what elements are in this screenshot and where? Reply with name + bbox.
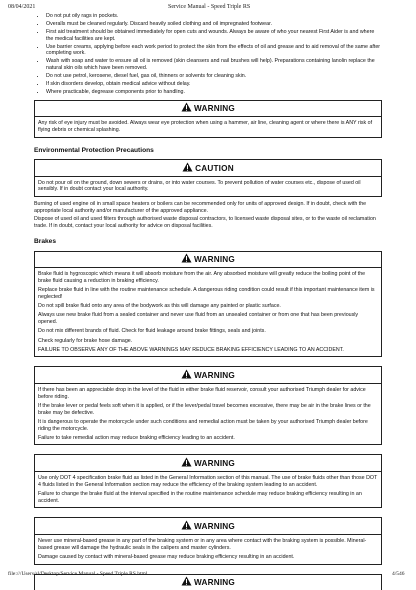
warning-title-text: WARNING (194, 578, 235, 588)
warning-title (35, 455, 381, 472)
list-item: • Overalls must be cleaned regularly. Discard heavily soiled clothing and oil impregnated footwear. (46, 21, 382, 28)
warning-text: Never use mineral-based grease in any part of the braking system or in any area where contact with the braking system is possible. Mineral-based grease will damage the hydraulic seals in the calipers and master cylinders. (38, 537, 367, 551)
warning-text: Do not spill brake fluid onto any area of the bodywork as this will damage any painted or plastic surface. (38, 303, 281, 310)
safety-bullet-list (34, 13, 382, 96)
warning-title (35, 367, 381, 384)
warning-text: If there has been an appreciable drop in the level of the fluid in either brake fluid reservoir, consult your authorised Triumph dealer for advice before riding. (38, 386, 366, 400)
list-item: • Use barrier creams, applying before each work period to protect the skin from the effects of oil and grease and to aid removal of the same after completing work. (46, 44, 382, 58)
paragraph: Dispose of used oil and used filters through authorised waste disposal contractors, to licensed waste disposal sites, or to the waste oil reclamation trade. If in doubt, contact your local authority for advice on disposal facilities. (34, 215, 376, 229)
warning-title-text: WARNING (194, 370, 235, 380)
list-item: • If skin disorders develop, obtain medical advice without delay. (46, 81, 382, 88)
warning-text: FAILURE TO OBSERVE ANY OF THE ABOVE WARNINGS MAY REDUCE BRAKING EFFICIENCY LEADING TO AN ACCIDENT. (38, 346, 344, 353)
warning-text: Brake fluid is hygroscopic which means it will absorb moisture from the air. Any absorbed moisture will greatly reduce the boiling point of the brake fluid causing a reduction in braking efficiency. (38, 271, 366, 285)
list-item: • Do not use petrol, kerosene, diesel fuel, gas oil, thinners or solvents for cleaning skin. (46, 73, 382, 80)
footer-file-path: file:///Users/sl/Desktop/Service Manual - Speed Triple RS.html (8, 571, 148, 577)
warning-box-mineral-grease (34, 517, 382, 564)
list-item: • Do not put oily rags in pockets. (46, 13, 382, 20)
warning-triangle-icon (181, 457, 192, 467)
warning-title (35, 252, 381, 269)
warning-text: It is dangerous to operate the motorcycle under such conditions and remedial action must be taken by your authorised Triumph dealer before riding the motorcycle. (38, 418, 368, 432)
caution-triangle-icon (182, 162, 193, 172)
warning-title-text: WARNING (194, 255, 235, 265)
warning-title-text: WARNING (194, 458, 235, 468)
list-item: • Wash with soap and water to ensure all oil is removed (skin cleansers and nail brushes will help). Preparations containing lanolin replace the natural skin oils which have been removed. (46, 58, 382, 72)
warning-text: Replace brake fluid in line with the routine maintenance schedule. A dangerous riding condition could result if this important maintenance item is neglected! (38, 287, 375, 301)
warning-triangle-icon (181, 576, 192, 586)
header-date: 08/04/2021 (8, 4, 36, 10)
warning-text: Check regularly for brake hose damage. (38, 337, 133, 344)
caution-box-oil-disposal (34, 159, 382, 197)
warning-triangle-icon (181, 369, 192, 379)
list-item: • Where practicable, degrease components prior to handling. (46, 89, 382, 96)
paragraph: Burning of used engine oil in small space heaters or boilers can be recommended only for units of approved design. If in doubt, check with the appropriate local authority and/or manufacturer of the approved appliance. (34, 201, 367, 214)
footer-page-number: 4/546 (392, 571, 405, 577)
environment-text (34, 201, 382, 229)
section-heading-environment: Environmental Protection Precautions (34, 146, 154, 154)
list-item: • First aid treatment should be obtained immediately for open cuts and wounds. Always be aware of who your nearest First Aider is and where the medical facilities are kept. (46, 29, 382, 43)
page-content (34, 13, 382, 590)
warning-text: Use only DOT 4 specification brake fluid as listed in the General Information section of this manual. The use of brake fluids other than those DOT 4 fluids listed in the General Information section may reduce the efficiency of the braking system leading to an accident. (38, 474, 378, 488)
warning-triangle-icon (181, 253, 192, 263)
warning-title-text: WARNING (194, 104, 235, 114)
warning-text: Do not mix different brands of fluid. Check for fluid leakage around brake fittings, seals and joints. (38, 328, 266, 335)
warning-text: Failure to change the brake fluid at the interval specified in the routine maintenance schedule may reduce braking efficiency resulting in an accident. (38, 490, 362, 504)
warning-text: Damage caused by contact with mineral-based grease may reduce braking efficiency resulting in an accident. (38, 553, 295, 560)
warning-triangle-icon (181, 102, 192, 112)
warning-text: Any risk of eye injury must be avoided. Always wear eye protection when using a hammer, air line, cleaning agent or where there is ANY risk of flying debris or chemical splashing. (38, 120, 373, 133)
warning-title (35, 101, 381, 118)
warning-text: If the brake lever or pedal feels soft when it is applied, or if the lever/pedal travel becomes excessive, there may be air in the brake lines or the brake may be defective. (38, 402, 371, 416)
warning-title-text: WARNING (194, 521, 235, 531)
warning-text: Always use new brake fluid from a sealed container and never use fluid from an unsealed container or from one that has been previously opened. (38, 312, 359, 326)
warning-box-eye-protection (34, 100, 382, 138)
section-heading-brakes: Brakes (34, 238, 56, 246)
caution-title (35, 160, 381, 177)
warning-title (35, 518, 381, 535)
warning-box-dot4 (34, 454, 382, 508)
header-title: Service Manual - Speed Triple RS (168, 4, 251, 10)
warning-text: Failure to take remedial action may reduce braking efficiency leading to an accident. (38, 434, 235, 441)
caution-title-text: CAUTION (195, 163, 234, 173)
caution-text: Do not pour oil on the ground, down sewers or drains, or into water courses. To prevent pollution of water courses etc., dispose of used oil sensibly. If in doubt contact your local authority. (38, 179, 361, 193)
warning-box-fluid-level (34, 366, 382, 445)
warning-box-brake-fluid (34, 251, 382, 358)
warning-triangle-icon (181, 520, 192, 530)
